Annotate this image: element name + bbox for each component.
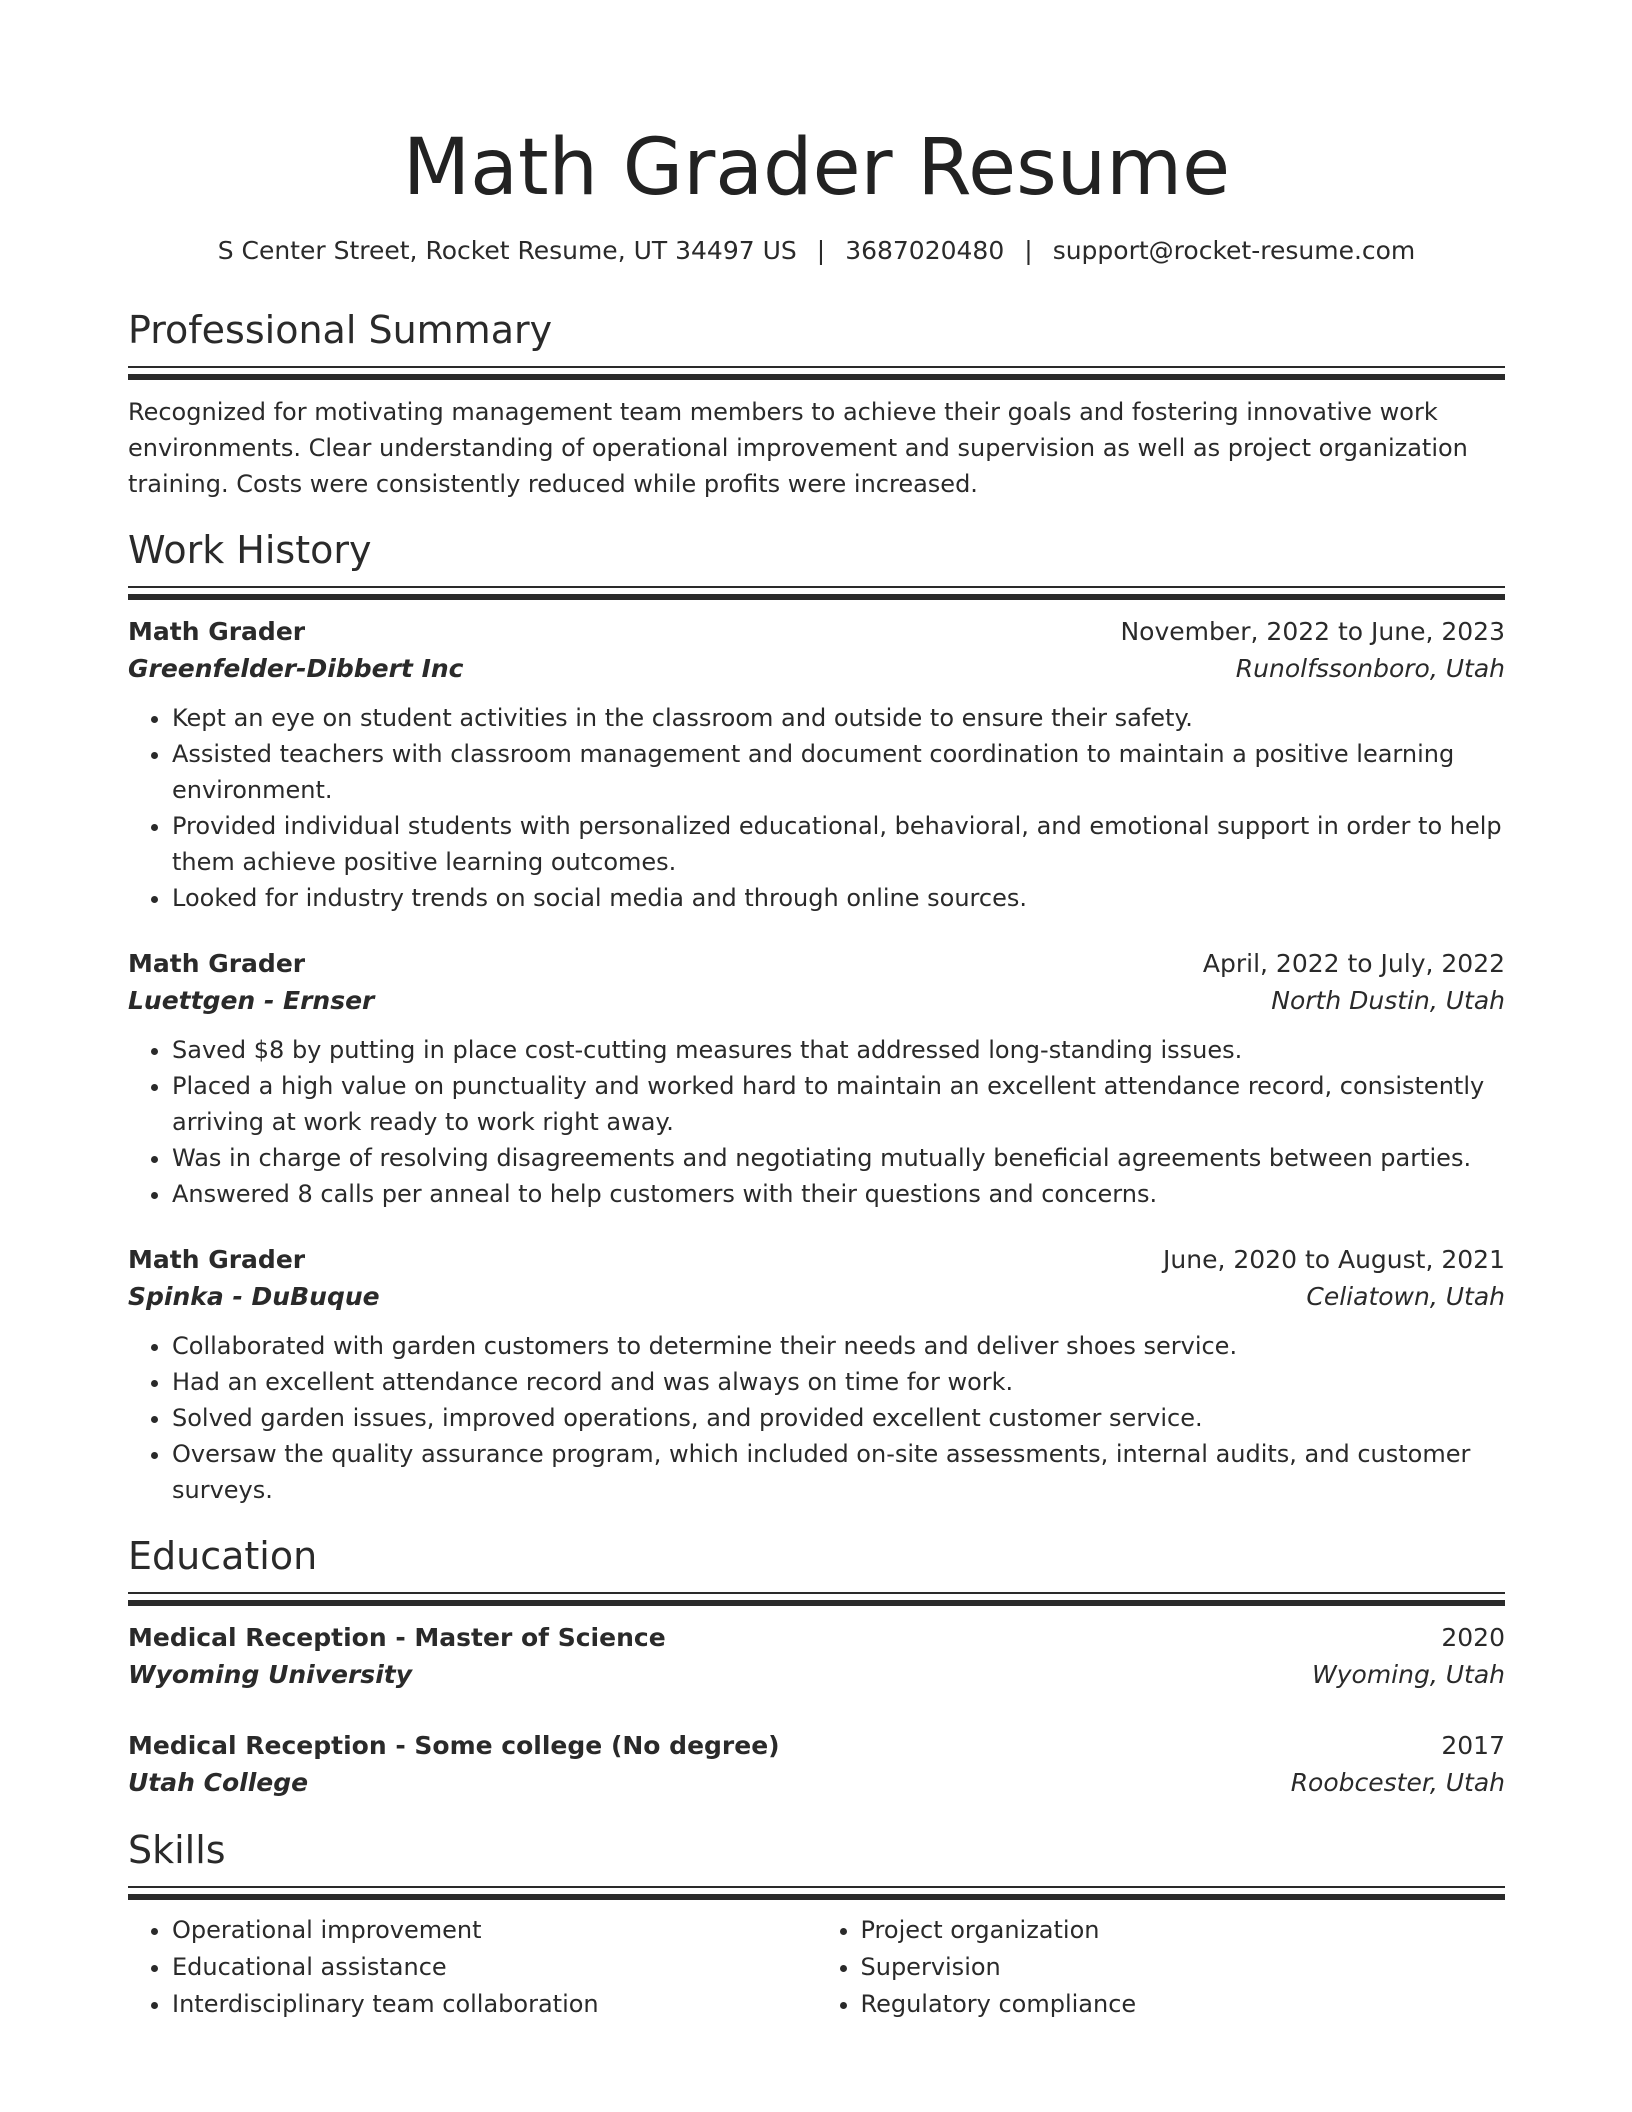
skills-list-right <box>817 1912 1506 2023</box>
summary-text: Recognized for motivating management team members to achieve their goals and fostering innovative work environments. Clear understanding of operational improvement and supervision as well as project organization training. Costs were consistently reduced while profits were increased. <box>128 398 1468 498</box>
skill-item: • Operational improvement <box>172 1912 817 1949</box>
school-location: Roobcester, Utah <box>1290 1768 1505 1797</box>
skills-columns <box>128 1912 1505 2023</box>
skill-item: • Supervision <box>861 1949 1506 1986</box>
education-subheader <box>128 1656 1505 1694</box>
list-item: • Had an excellent attendance record and was always on time for work. <box>172 1364 1505 1400</box>
contact-line <box>128 234 1505 268</box>
job-company: Luettgen - Ernser <box>128 986 375 1015</box>
list-item: • Oversaw the quality assurance program, which included on-site assessments, internal audits, and customer surveys. <box>172 1436 1505 1508</box>
contact-separator: | <box>1024 236 1033 265</box>
section-heading-work: Work History <box>128 528 372 572</box>
job-title: Math Grader <box>128 949 306 978</box>
list-item: • Provided individual students with personalized educational, behavioral, and emotional support in order to help them achieve positive learning outcomes. <box>172 808 1505 880</box>
education-header <box>128 1620 1505 1656</box>
contact-phone: 3687020480 <box>845 236 1005 265</box>
section-divider <box>128 586 1505 600</box>
school-name: Wyoming University <box>128 1660 413 1689</box>
job-header <box>128 1242 1505 1278</box>
education-entry <box>128 1620 1505 1694</box>
graduation-year: 2020 <box>1441 1623 1505 1652</box>
list-item: • Assisted teachers with classroom management and document coordination to maintain a positive learning environment. <box>172 736 1505 808</box>
job-header <box>128 946 1505 982</box>
section-divider <box>128 366 1505 380</box>
education-subheader <box>128 1764 1505 1802</box>
skills-list-left <box>128 1912 817 2023</box>
summary-section <box>128 306 1505 502</box>
job-location: North Dustin, Utah <box>1271 986 1505 1015</box>
list-item: • Looked for industry trends on social media and through online sources. <box>172 880 1505 916</box>
job-dates: June, 2020 to August, 2021 <box>1163 1245 1505 1274</box>
list-item: • Was in charge of resolving disagreements and negotiating mutually beneficial agreements between parties. <box>172 1140 1505 1176</box>
list-item: • Collaborated with garden customers to determine their needs and deliver shoes service. <box>172 1328 1505 1364</box>
job-entry <box>128 1242 1505 1508</box>
section-heading-skills: Skills <box>128 1828 226 1872</box>
school-name: Utah College <box>128 1768 309 1797</box>
resume-title: Math Grader Resume <box>402 123 1231 213</box>
job-bullets <box>128 1328 1505 1508</box>
contact-address: S Center Street, Rocket Resume, UT 34497 US <box>217 236 797 265</box>
skill-item: • Educational assistance <box>172 1949 817 1986</box>
list-item: • Placed a high value on punctuality and worked hard to maintain an excellent attendance record, consistently arriving at work ready to work right away. <box>172 1068 1505 1140</box>
skills-section <box>128 1826 1505 2023</box>
job-dates: April, 2022 to July, 2022 <box>1202 949 1505 978</box>
section-divider <box>128 1886 1505 1900</box>
job-dates: November, 2022 to June, 2023 <box>1120 617 1505 646</box>
contact-email: support@rocket-resume.com <box>1052 236 1416 265</box>
job-title: Math Grader <box>128 1245 306 1274</box>
education-section <box>128 1532 1505 1802</box>
job-subheader <box>128 650 1505 688</box>
degree: Medical Reception - Master of Science <box>128 1623 666 1652</box>
section-divider <box>128 1592 1505 1606</box>
skill-item: • Project organization <box>861 1912 1506 1949</box>
job-bullets <box>128 700 1505 916</box>
list-item: • Answered 8 calls per anneal to help customers with their questions and concerns. <box>172 1176 1505 1212</box>
school-location: Wyoming, Utah <box>1312 1660 1505 1689</box>
job-subheader <box>128 982 1505 1020</box>
list-item: • Solved garden issues, improved operations, and provided excellent customer service. <box>172 1400 1505 1436</box>
job-header <box>128 614 1505 650</box>
graduation-year: 2017 <box>1441 1731 1505 1760</box>
job-subheader <box>128 1278 1505 1316</box>
education-entry <box>128 1728 1505 1802</box>
contact-separator: | <box>816 236 826 265</box>
list-item: • Kept an eye on student activities in the classroom and outside to ensure their safety. <box>172 700 1505 736</box>
section-heading-summary: Professional Summary <box>128 308 553 352</box>
skill-item: • Regulatory compliance <box>861 1986 1506 2023</box>
job-entry <box>128 946 1505 1212</box>
job-location: Runolfssonboro, Utah <box>1235 654 1505 683</box>
job-company: Spinka - DuBuque <box>128 1282 380 1311</box>
list-item: • Saved $8 by putting in place cost-cutting measures that addressed long-standing issues. <box>172 1032 1505 1068</box>
skill-item: • Interdisciplinary team collaboration <box>172 1986 817 2023</box>
work-section <box>128 526 1505 1508</box>
job-company: Greenfelder-Dibbert Inc <box>128 654 464 683</box>
degree: Medical Reception - Some college (No degree) <box>128 1731 780 1760</box>
job-bullets <box>128 1032 1505 1212</box>
job-title: Math Grader <box>128 617 306 646</box>
education-header <box>128 1728 1505 1764</box>
job-location: Celiatown, Utah <box>1306 1282 1505 1311</box>
section-heading-education: Education <box>128 1534 318 1578</box>
job-entry <box>128 614 1505 916</box>
